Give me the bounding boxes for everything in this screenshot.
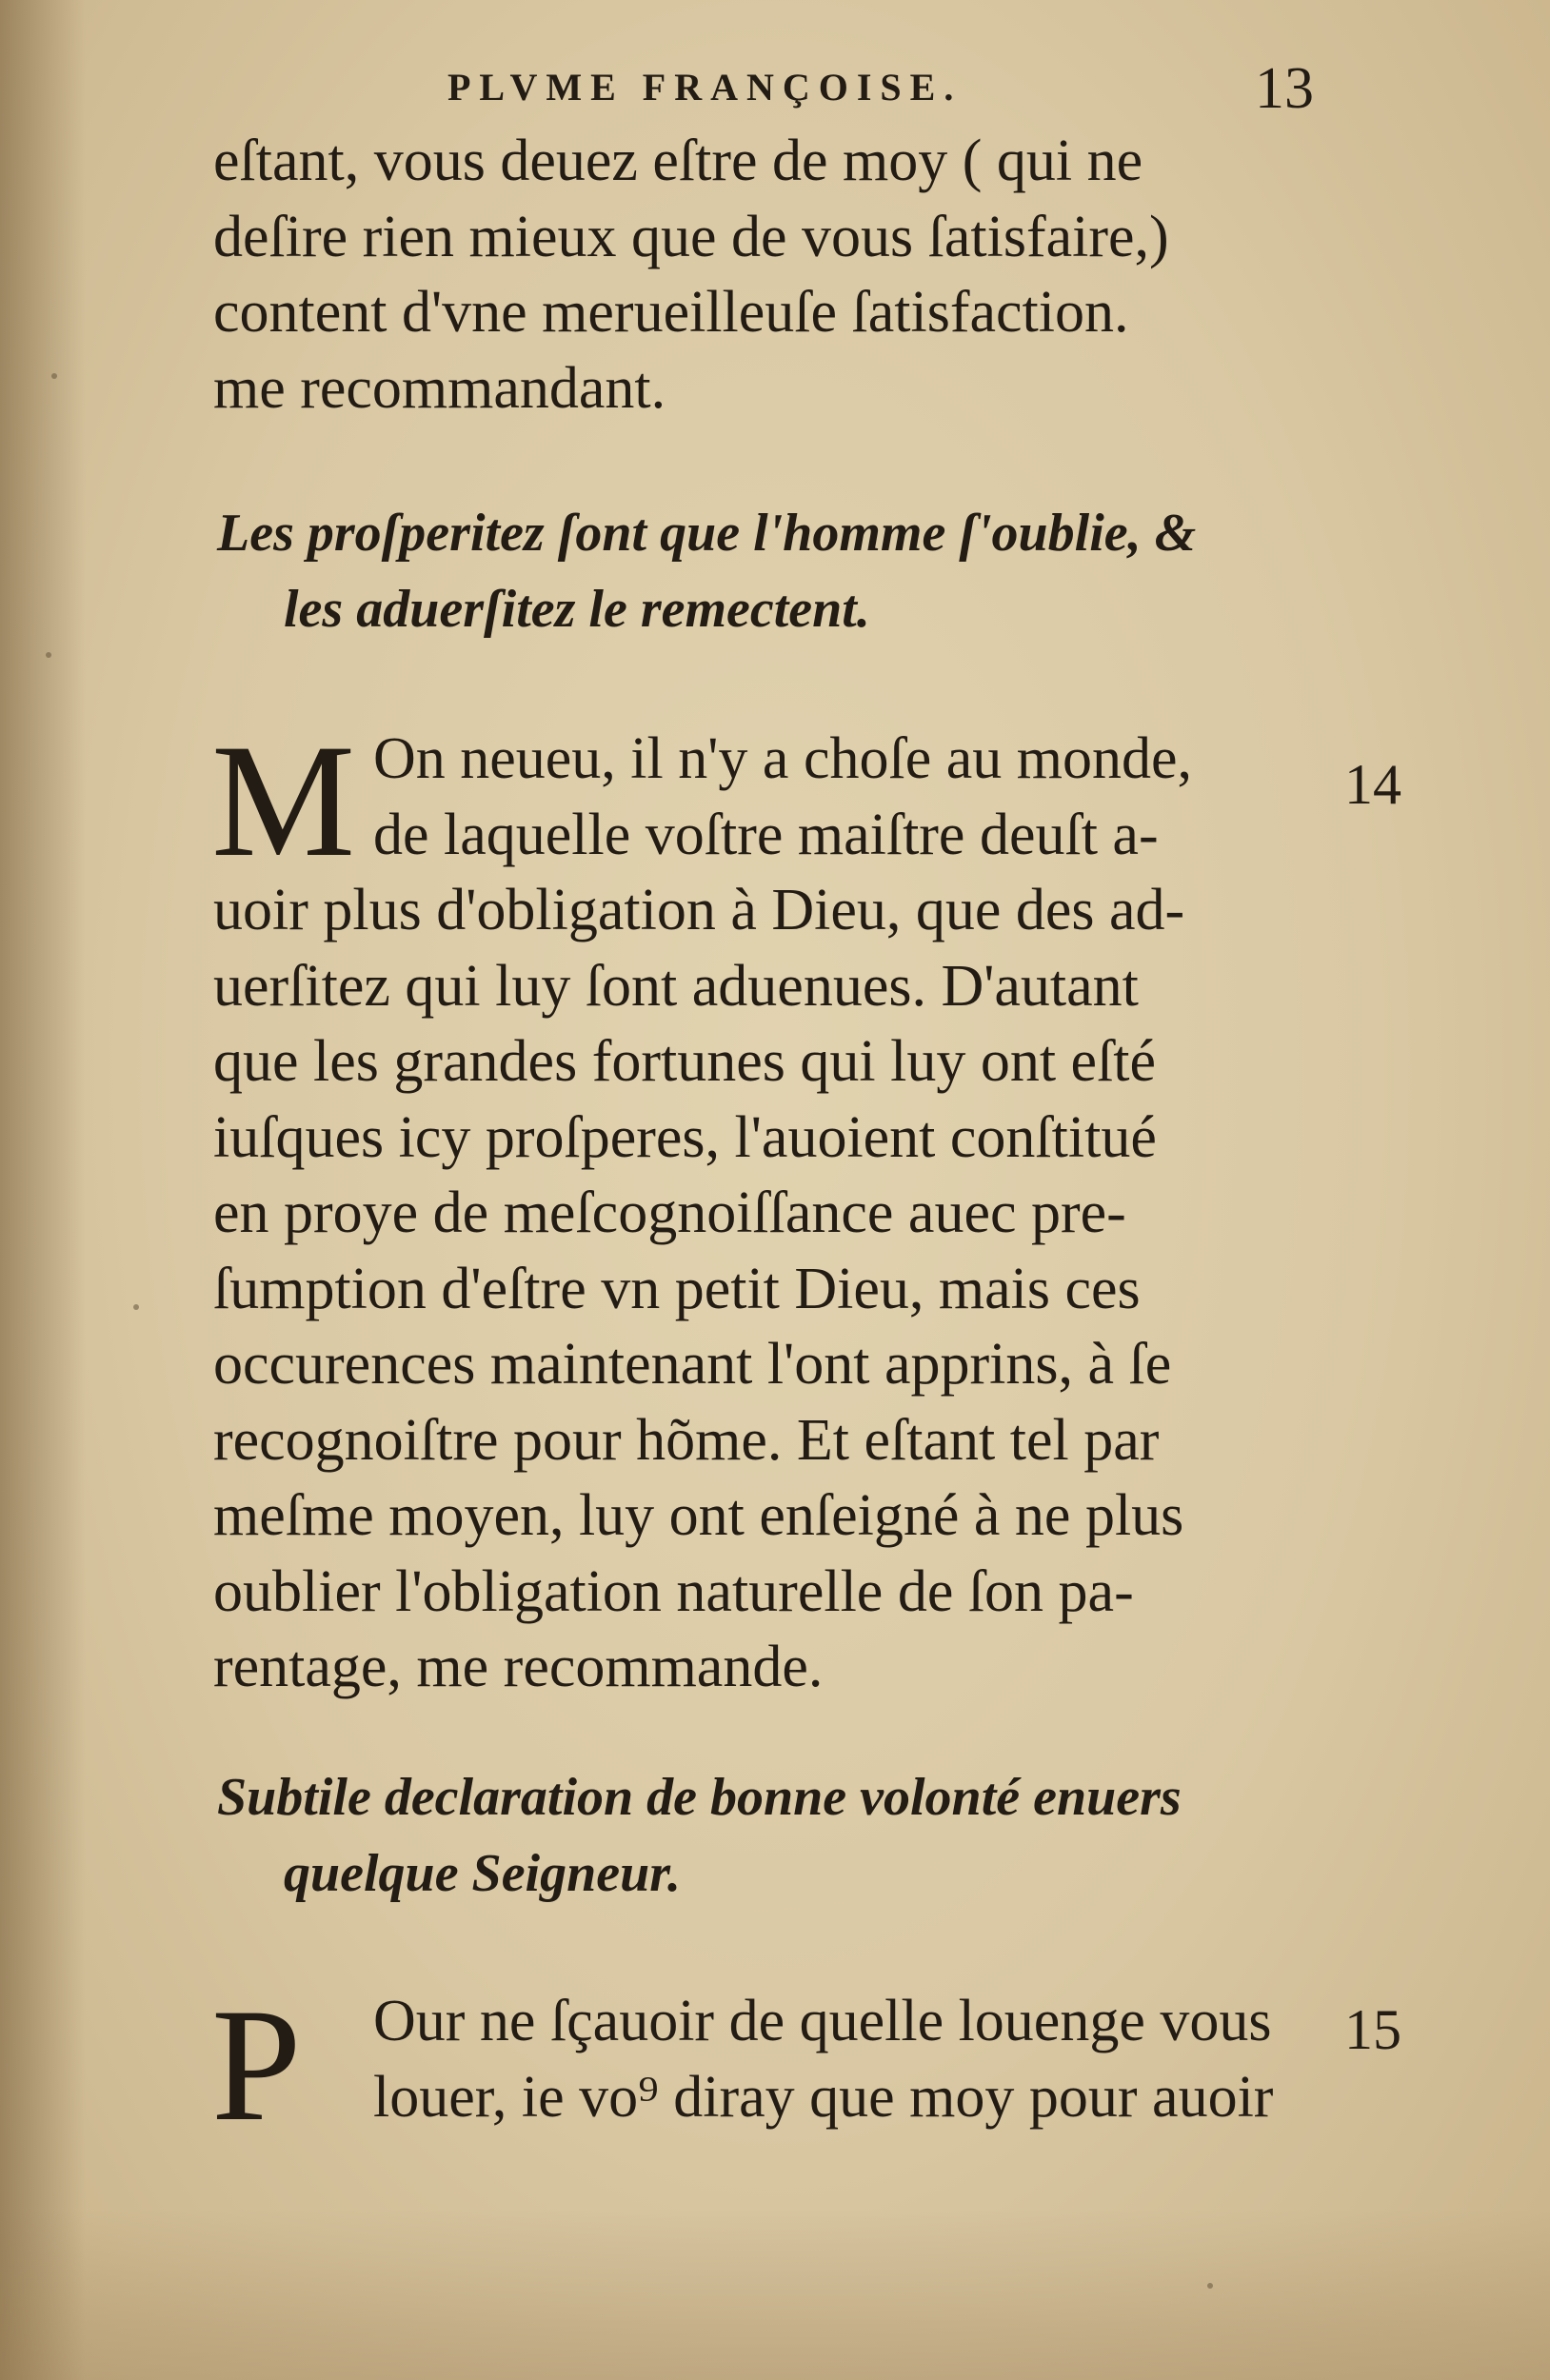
heading-line: les aduerſitez le remectent.: [284, 580, 870, 639]
text-line: content d'vne merueilleuſe ſatisfaction.: [213, 280, 1129, 345]
text-line: de laquelle voſtre maiſtre deuſt a-: [373, 802, 1159, 867]
margin-number-14: 14: [1344, 753, 1401, 816]
text-line: que les grandes fortunes qui luy ont eſté: [213, 1029, 1157, 1094]
running-head: PLVME FRANÇOISE.: [447, 66, 963, 109]
text-line: eſtant, vous deuez eſtre de moy ( qui ne: [213, 129, 1143, 193]
text-line: louer, ie vo⁹ diray que moy pour auoir: [373, 2064, 1274, 2130]
section-body-15: [213, 1984, 1327, 2135]
text-line: recognoiſtre pour hõme. Et eſtant tel par: [213, 1407, 1160, 1473]
text-line: ſumption d'eſtre vn petit Dieu, mais ces: [213, 1256, 1141, 1321]
heading-line: quelque Seigneur.: [284, 1844, 681, 1903]
margin-number-15: 15: [1344, 1998, 1401, 2061]
text-line: me recommandant.: [213, 355, 666, 421]
paper-speck: [46, 652, 51, 658]
text-line: uerſitez qui luy ſont aduenues. D'autant: [213, 953, 1139, 1019]
paper-speck: [133, 1304, 139, 1310]
text-line: occurences maintenant l'ont apprins, à ſe: [213, 1332, 1172, 1397]
text-line: On neueu, il n'y a choſe au monde,: [373, 726, 1192, 791]
page-number: 13: [1255, 56, 1314, 121]
text-line: en proye de meſcognoiſſance auec pre-: [213, 1180, 1126, 1245]
text-line: deſire rien mieux que de vous ſatisfaire,): [213, 204, 1169, 269]
section-heading-14: [217, 495, 1341, 647]
paper-speck: [1207, 2283, 1213, 2289]
text-line: oublier l'obligation naturelle de ſon pa-: [213, 1558, 1134, 1624]
text-line: uoir plus d'obligation à Dieu, que des ad-: [213, 878, 1185, 942]
heading-line: Subtile declaration de bonne volonté enuers: [217, 1768, 1182, 1827]
drop-cap: P: [211, 1975, 302, 2154]
heading-line: Les proſperitez ſont que l'homme ſ'oublie, &: [217, 504, 1197, 563]
text-line: Our ne ſçauoir de quelle louenge vous: [373, 1989, 1272, 2053]
text-line: iuſques icy proſperes, l'auoient conſtitué: [213, 1104, 1157, 1170]
drop-cap: M: [211, 711, 356, 890]
section-body-14: [211, 711, 1327, 1706]
section-heading-15: [217, 1759, 1341, 1912]
page-gutter-shadow: [0, 0, 86, 2380]
continuation-paragraph: [213, 124, 1327, 426]
paper-speck: [51, 373, 57, 379]
page-edge-shade: [0, 2209, 1550, 2380]
text-line: meſme moyen, luy ont enſeigné à ne plus: [213, 1483, 1184, 1548]
text-line: rentage, me recommande.: [213, 1635, 824, 1699]
